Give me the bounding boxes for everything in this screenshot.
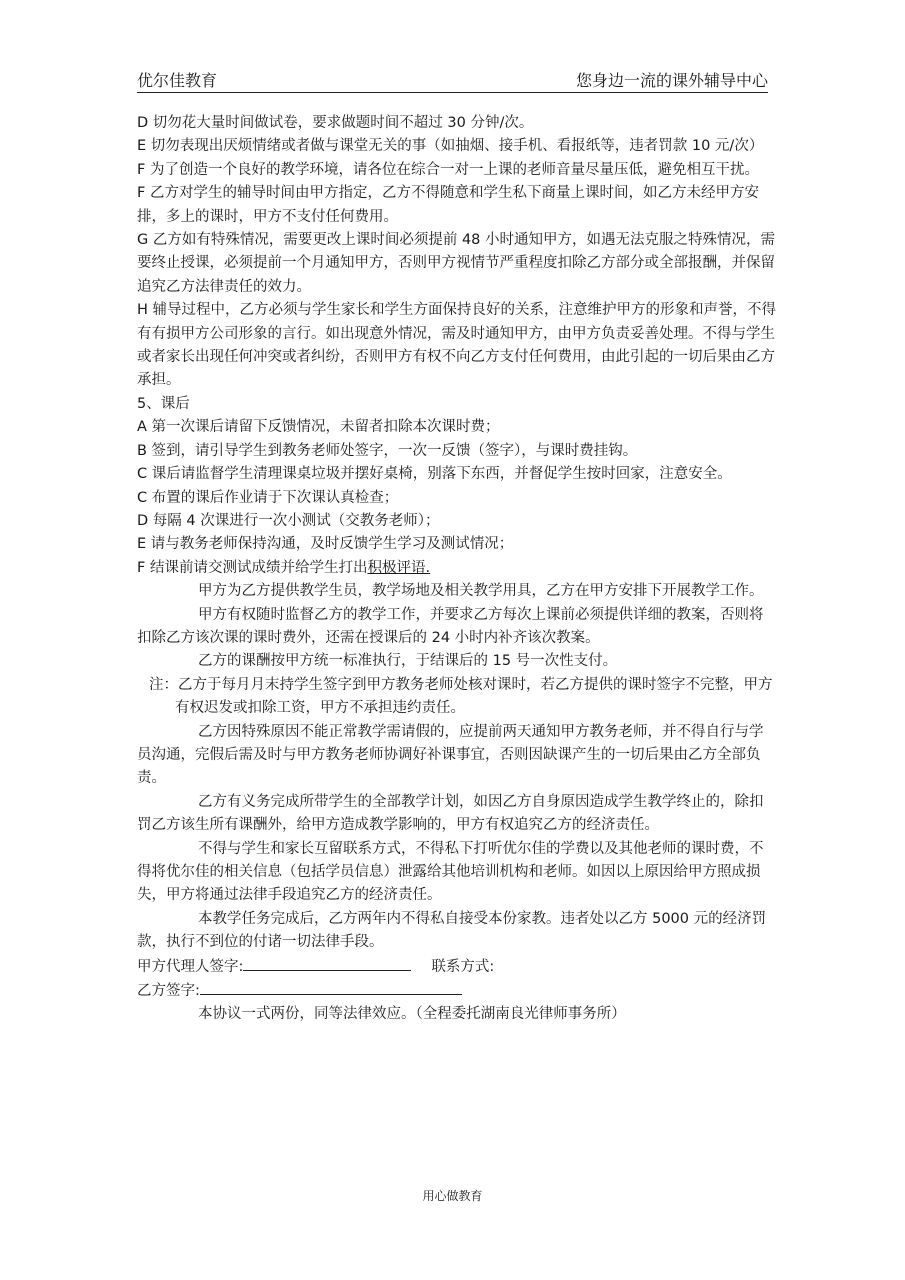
note-block (137, 674, 777, 721)
para-non-compete: 本教学任务完成后，乙方两年内不得私自接受本份家教。违者处以乙方 5000 元的经济罚款，执行不到位的付诸一切法律手段。 (137, 910, 767, 951)
header-slogan: 您身边一流的课外辅导中心 (575, 71, 768, 90)
signature-party-a-line[interactable] (243, 955, 411, 971)
clause-e-behavior: E 切勿表现出厌烦情绪或者做与课堂无关的事（如抽烟、接手机、看报纸等，违者罚款 10 元/次） (137, 138, 764, 155)
after-class-f (137, 557, 777, 580)
para-leave: 乙方因特殊原因不能正常教学需请假的，应提前两天通知甲方教务老师，并不得自行与学员沟通，完假后需及时与甲方教务老师协调好补课事宜，否则因缺课产生的一切后果由乙方全部负责。 (137, 723, 764, 787)
after-class-f-underlined: 积极评语. (367, 559, 431, 576)
after-class-c-cleanup: C 课后请监督学生清理课桌垃圾并摆好桌椅，别落下东西，并督促学生按时回家，注意安全。 (137, 466, 732, 483)
section-after-class-heading: 5、课后 (137, 395, 190, 412)
clause-g-special: G 乙方如有特殊情况，需要更改上课时间必须提前 48 小时通知甲方，如遇无法克服之特殊情况，需要终止授课，必须提前一个月通知甲方，否则甲方视情节严重程度扣除乙方部分或全部报酬，并保留追究乙方法律责任的效力。 (137, 232, 776, 295)
clause-h-relations: H 辅导过程中，乙方必须与学生家长和学生方面保持良好的关系，注意维护甲方的形象和声誉，不得有有损甲方公司形象的言行。如出现意外情况，需及时通知甲方，由甲方负责妥善处理。不得与学生或者家长出现任何冲突或者纠纷，否则甲方有权不向乙方支付任何费用，由此引起的一切后果由乙方承担。 (137, 302, 777, 389)
after-class-c-homework: C 布置的课后作业请于下次课认真检查； (137, 489, 399, 506)
clause-f-schedule: F 乙方对学生的辅导时间由甲方指定，乙方不得随意和学生私下商量上课时间，如乙方未经甲方安排，多上的课时，甲方不支付任何费用。 (137, 185, 759, 225)
after-class-d: D 每隔 4 次课进行一次小测试（交教务老师）； (137, 512, 440, 529)
signature-party-b-line[interactable] (200, 979, 462, 995)
para-copies: 本协议一式两份，同等法律效应。（全程委托湖南良光律师事务所） (198, 1006, 626, 1023)
after-class-b: B 签到，请引导学生到教务老师处签字，一次一反馈（签字），与课时费挂钩。 (137, 442, 638, 459)
after-class-a: A 第一次课后请留下反馈情况，未留者扣除本次课时费； (137, 419, 500, 436)
page-footer: 用心做教育 (422, 1189, 483, 1203)
para-note: 注：乙方于每月月末持学生签字到甲方教务老师处核对课时，若乙方提供的课时签字不完整，甲方有权迟发或扣除工资，甲方不承担违约责任。 (149, 676, 773, 717)
signature-party-b-row (137, 979, 777, 1003)
signature-party-b-label: 乙方签字: (137, 983, 200, 1000)
document-body (137, 112, 777, 1027)
after-class-f-text: F 结课前请交测试成绩并给学生打出 (137, 559, 368, 576)
contact-label: 联系方式: (431, 958, 495, 975)
after-class-e: E 请与教务老师保持沟通，及时反馈学生学习及测试情况； (137, 536, 514, 553)
para-payment: 乙方的课酬按甲方统一标准执行，于结课后的 15 号一次性支付。 (198, 653, 618, 670)
para-provision: 甲方为乙方提供教学生员，教学场地及相关教学用具，乙方在甲方安排下开展教学工作。 (198, 583, 764, 600)
header-brand: 优尔佳教育 (137, 71, 218, 90)
signature-party-a-row (137, 955, 777, 979)
signature-party-a-label: 甲方代理人签字: (137, 958, 244, 975)
para-obligation: 乙方有义务完成所带学生的全部教学计划，如因乙方自身原因造成学生教学终止的，除扣罚乙方该生所有课酬外，给甲方造成教学影响的，甲方有权追究乙方的经济责任。 (137, 793, 764, 834)
clause-d-time: D 切勿花大量时间做试卷，要求做题时间不超过 30 分钟/次。 (137, 115, 534, 131)
para-confidentiality: 不得与学生和家长互留联系方式，不得私下打听优尔佳的学费以及其他老师的课时费，不得将优尔佳的相关信息（包括学员信息）泄露给其他培训机构和老师。如因以上原因给甲方照成损失，甲方将通过法律手段追究乙方的经济责任。 (137, 840, 764, 904)
clause-f-volume: F 为了创造一个良好的教学环境，请各位在综合一对一上课的老师音量尽量压低，避免相互干扰。 (137, 161, 759, 178)
page-header (137, 66, 768, 93)
para-supervision: 甲方有权随时监督乙方的教学工作，并要求乙方每次上课前必须提供详细的教案，否则将扣除乙方该次课的课时费外，还需在授课后的 24 小时内补齐该次教案。 (137, 606, 764, 646)
